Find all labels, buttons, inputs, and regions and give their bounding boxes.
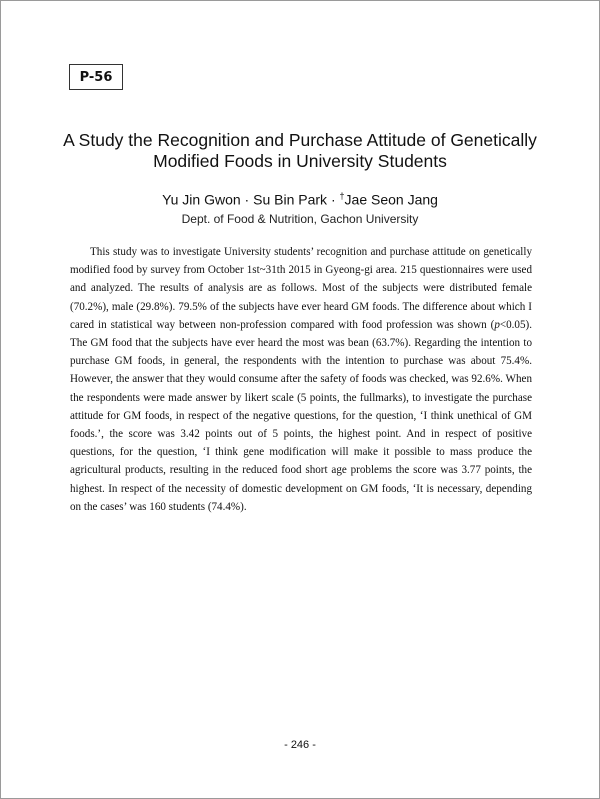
author-list	[100, 191, 500, 208]
corresponding-author-dagger: †	[339, 191, 345, 201]
author-separator-1: ·	[240, 191, 254, 208]
author-1: Yu Jin Gwon	[162, 191, 241, 208]
p-value-symbol: p	[494, 318, 500, 331]
page-number: - 246 -	[284, 739, 316, 751]
abstract-text-part-2: <0.05). The GM food that the subjects have ever heard the most was bean (63.7%). Regarding the intention to purchase GM foods, in general, the respondents with the intention to purchase was about 75.4%. However, the answer that they would consume after the safety of foods was checked, was 92.6%. When the respondents were made answer by likert scale (5 points, the fullmarks), to investigate the purchase attitude for GM foods, in respect of the negative questions, for the question, ‘I think unethical of GM foods.’, the score was 3.42 points out of 5 points, the highest point. And in respect of positive questions, for the question, ‘I think gene modification will make it possible to mass produce the agricultural products, resulting in the reduced food short age problems the score was 3.77 points, the highest. In respect of the necessity of domestic development on GM foods, ‘It is necessary, depending on the cases’ was 160 students (74.4%).	[70, 318, 532, 513]
title-line-2: Modified Foods in University Students	[153, 151, 447, 171]
abstract-body	[70, 243, 532, 516]
poster-code-box	[69, 64, 123, 90]
paper-title	[40, 130, 560, 172]
author-separator-2: ·	[327, 191, 340, 208]
affiliation: Dept. of Food & Nutrition, Gachon University	[181, 212, 419, 226]
author-2: Su Bin Park	[253, 191, 328, 208]
abstract-text-part-1: This study was to investigate University students’ recognition and purchase attitude on genetically modified food by survey from October 1st~31th 2015 in Gyeong-gi area. 215 questionnaires were used and analyzed. The results of analysis are as follows. Most of the subjects were distributed female (70.2%), male (29.8%). 79.5% of the subjects have ever heard GM foods. The difference about which I cared in statistical way between non-profession compared with food profession was shown (	[70, 246, 532, 331]
poster-code: P-56	[79, 69, 113, 85]
title-line-1: A Study the Recognition and Purchase Attitude of Genetically	[63, 130, 537, 150]
author-3: Jae Seon Jang	[344, 191, 438, 208]
